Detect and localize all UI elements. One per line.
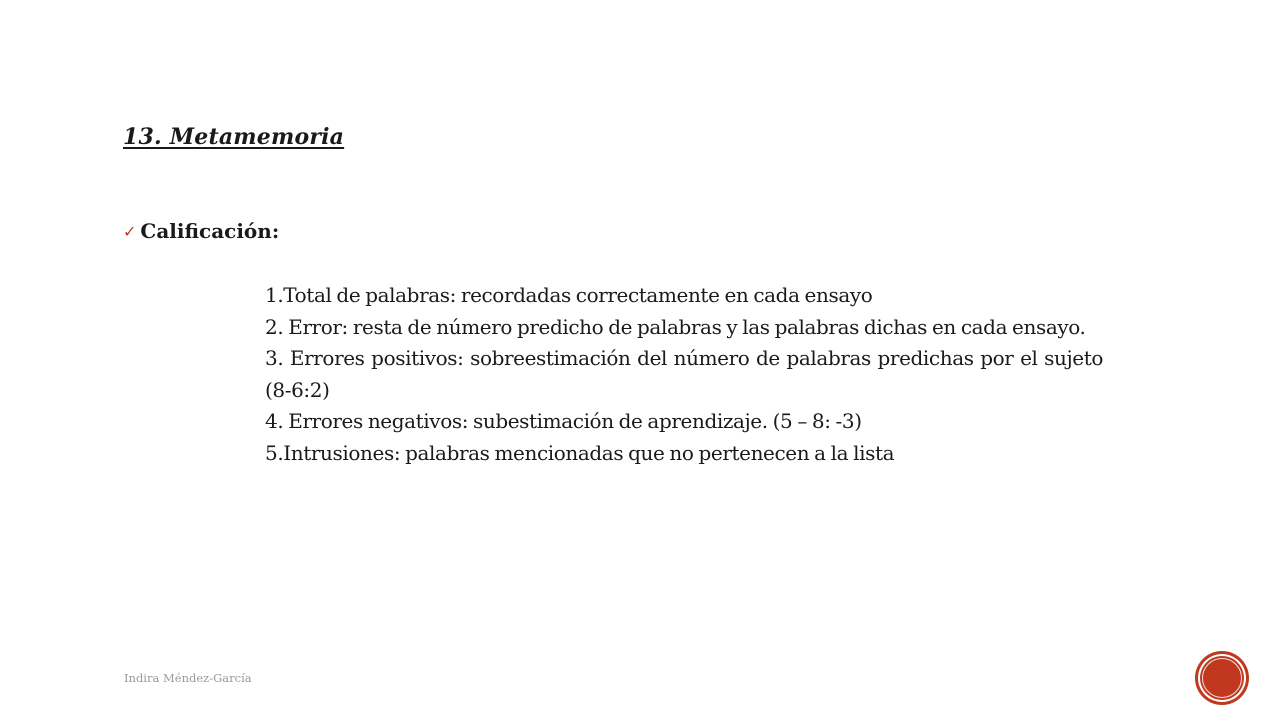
scoring-list	[265, 280, 1103, 469]
bullet-label: Calificación:	[140, 219, 280, 243]
list-item: 4. Errores negativos: subestimación de aprendizaje. (5 – 8: -3)	[265, 409, 862, 433]
footer-author: Indira Méndez-García	[124, 671, 252, 685]
checkmark-icon: ✓	[123, 221, 137, 241]
slide-title: 13. Metamemoria	[123, 124, 345, 150]
list-item: 3. Errores positivos: sobreestimación del número de palabras predichas por el sujeto (8-6:2)	[265, 346, 1103, 402]
list-item: 2. Error: resta de número predicho de palabras y las palabras dichas en cada ensayo.	[265, 314, 1086, 339]
bullet-heading	[123, 219, 279, 243]
list-item: 1.Total de palabras: recordadas correctamente en cada ensayo	[265, 283, 873, 307]
page-number-badge	[1198, 654, 1246, 702]
list-item: 5.Intrusiones: palabras mencionadas que no pertenecen a la lista	[265, 440, 895, 465]
